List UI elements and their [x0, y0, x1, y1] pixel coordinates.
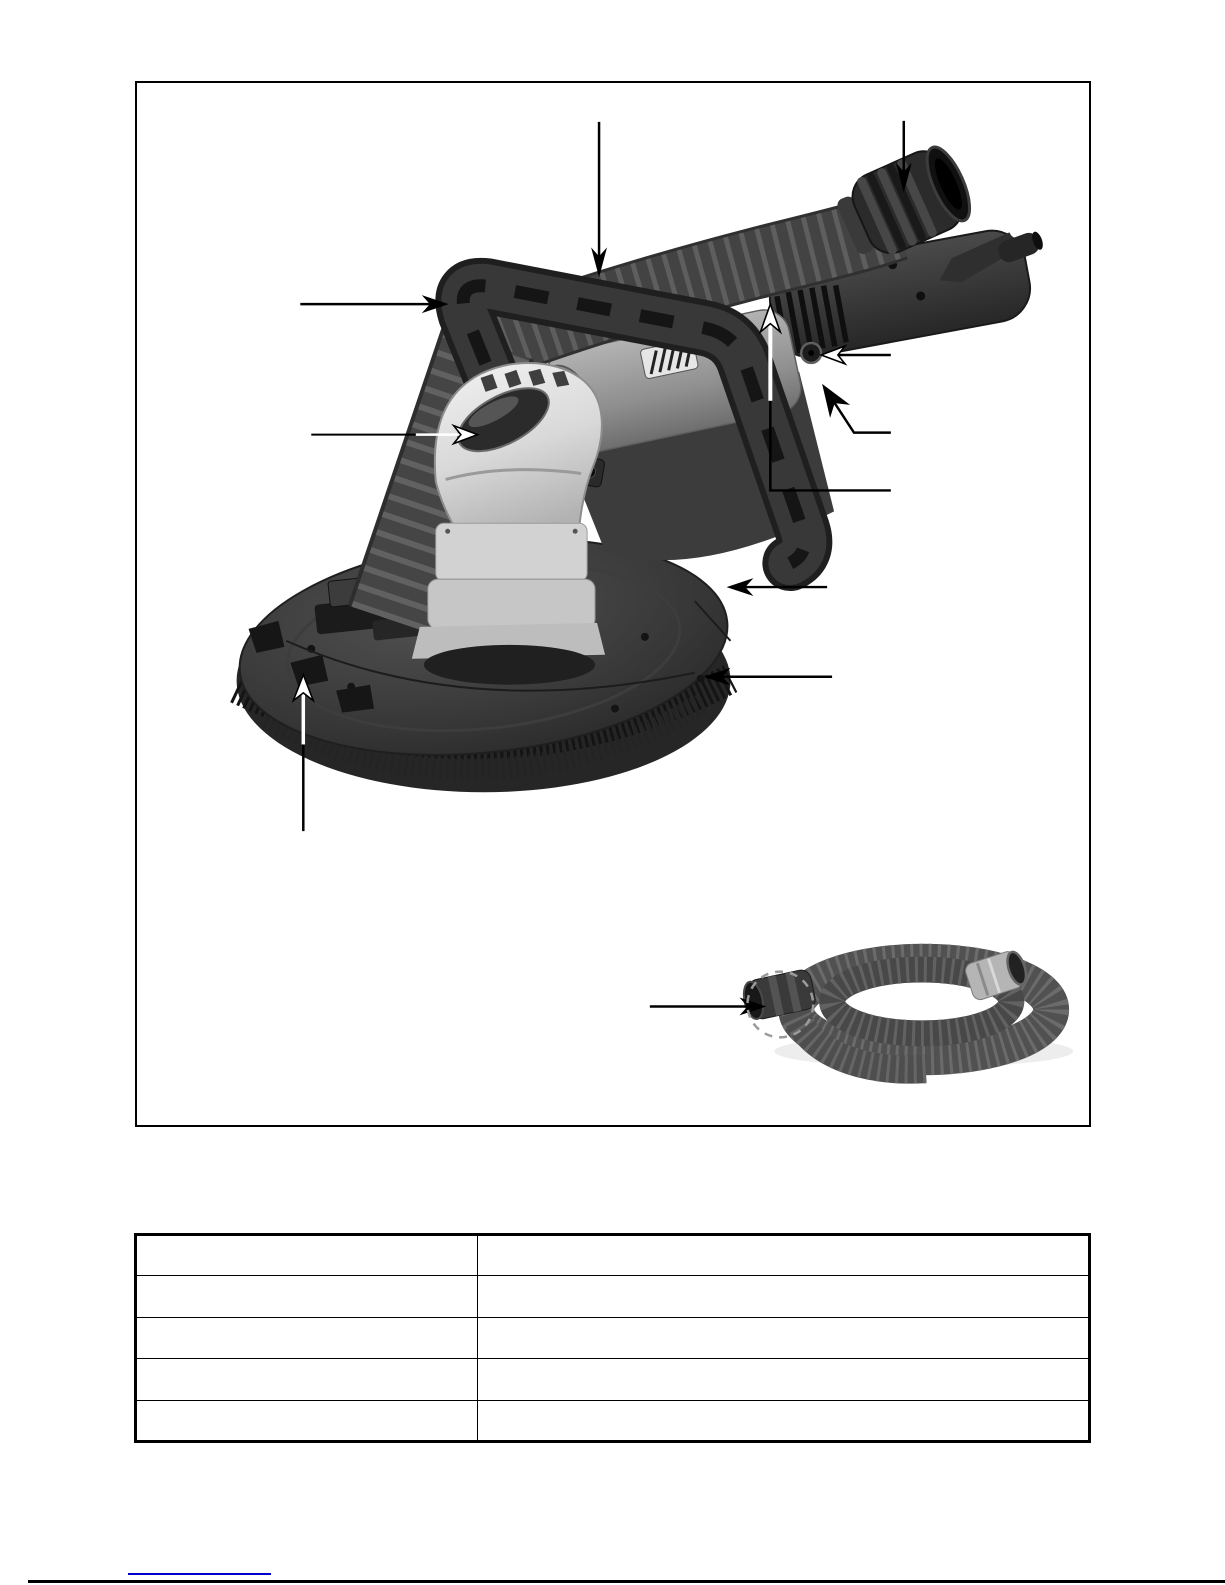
gear-case	[436, 523, 587, 581]
callout-vents-arrow	[833, 400, 891, 432]
parts-table	[134, 1233, 1091, 1443]
table-row	[136, 1235, 1090, 1276]
sander-illustration	[137, 83, 1089, 1125]
table-row	[136, 1400, 1090, 1441]
footer-link-underline[interactable]	[128, 1573, 271, 1575]
table-row	[136, 1317, 1090, 1358]
table-row	[136, 1359, 1090, 1400]
callout-vents-arrow-head	[822, 384, 850, 418]
parts-diagram-figure	[135, 81, 1091, 1127]
table-cell	[136, 1235, 478, 1276]
table-row	[136, 1276, 1090, 1317]
table-cell	[478, 1359, 1090, 1400]
table-cell	[136, 1276, 478, 1317]
table-cell	[478, 1276, 1090, 1317]
table-cell	[136, 1359, 478, 1400]
page-bottom-rule	[28, 1580, 1225, 1583]
table-cell	[478, 1317, 1090, 1358]
table-cell	[478, 1235, 1090, 1276]
table-cell	[478, 1400, 1090, 1441]
table-cell	[136, 1317, 478, 1358]
clamp-ring	[424, 645, 595, 685]
table-cell	[136, 1400, 478, 1441]
vacuum-hose-coil	[741, 948, 1073, 1070]
